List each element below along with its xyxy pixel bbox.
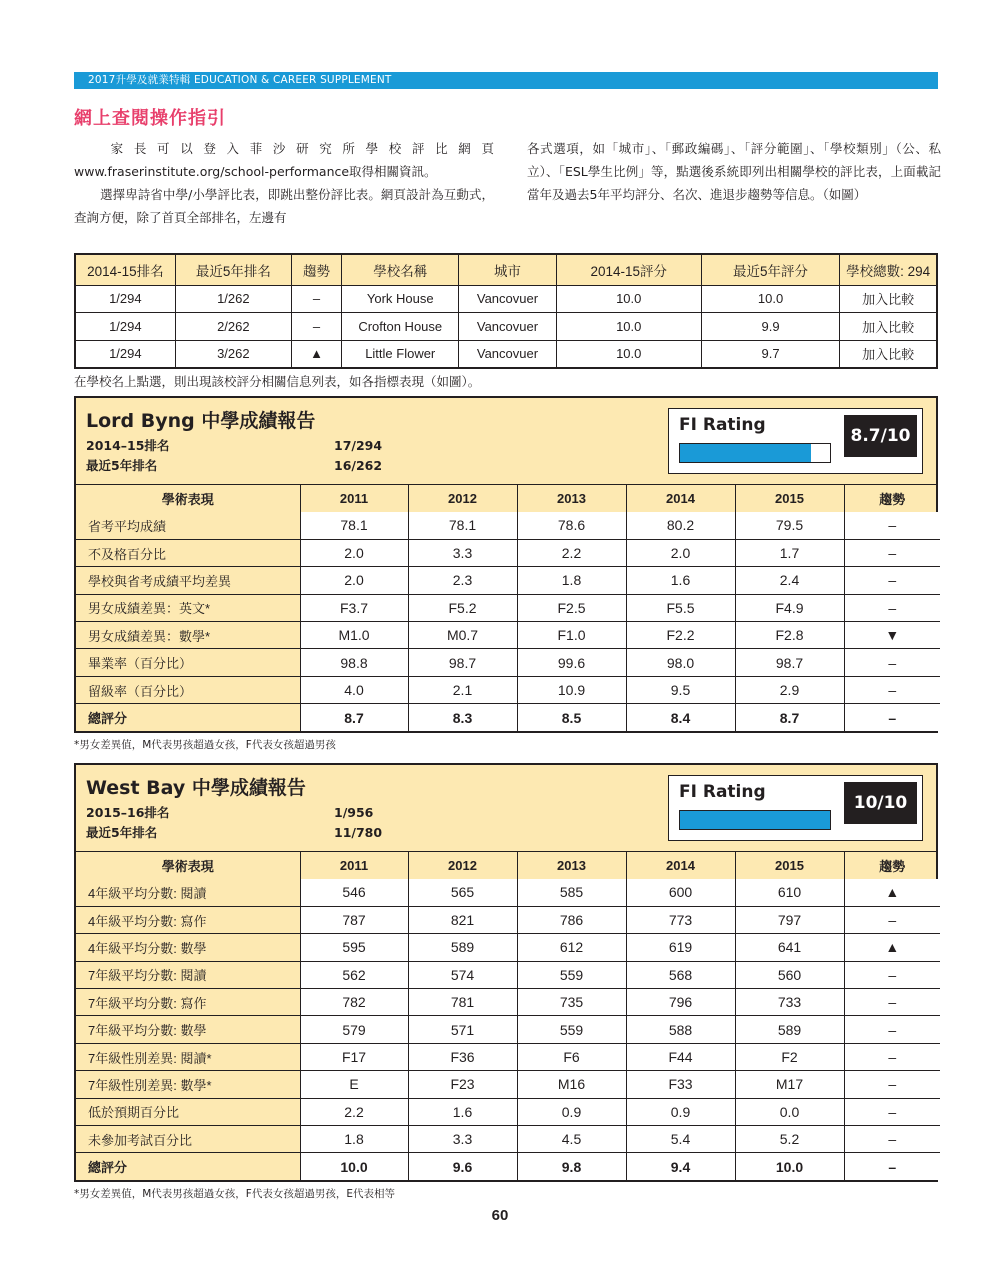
report-header-cell: 2015 (735, 485, 844, 512)
school-name-link[interactable]: Crofton House (342, 313, 459, 341)
metric-label: 7年級性別差異: 數學* (76, 1071, 300, 1098)
table-row (76, 676, 940, 703)
trend-cell: – (844, 1126, 940, 1153)
ranking-header-cell: 趨勢 (291, 254, 341, 285)
table-row (76, 1126, 940, 1153)
report-footnote: *男女差異值，M代表男孩超過女孩，F代表女孩超過男孩，E代表相等 (74, 1188, 395, 1200)
table-cell: Vancovuer (459, 340, 556, 368)
metric-label: 7年級性別差異: 閱讀* (76, 1043, 300, 1070)
table-cell: F2.2 (626, 622, 735, 649)
table-cell: F4.9 (735, 594, 844, 621)
table-cell: 1.8 (517, 567, 626, 594)
table-cell: 589 (408, 934, 517, 961)
table-cell: 5.2 (735, 1126, 844, 1153)
table-cell: 10.0 (556, 285, 701, 313)
metric-label: 低於預期百分比 (76, 1098, 300, 1125)
metric-label: 畢業率（百分比） (76, 649, 300, 676)
metric-label: 4年級平均分數: 閱讀 (76, 879, 300, 906)
table-cell: 612 (517, 934, 626, 961)
rank-label: 2014–15排名 (86, 438, 170, 453)
trend-up-icon: ▲ (844, 879, 940, 906)
metric-label: 7年級平均分數: 寫作 (76, 989, 300, 1016)
table-cell: 9.7 (701, 340, 839, 368)
fi-rating-box (668, 775, 923, 841)
table-cell: 565 (408, 879, 517, 906)
add-to-compare-button[interactable]: 加入比較 (840, 313, 937, 341)
ranking-header-cell: 學校名稱 (342, 254, 459, 285)
trend-cell: – (844, 539, 940, 566)
trend-cell: – (844, 1098, 940, 1125)
table-cell: M0.7 (408, 622, 517, 649)
ranking-header-cell: 學校總數: 294 (840, 254, 937, 285)
report-header-cell: 2011 (300, 852, 408, 879)
table-cell: F17 (300, 1043, 408, 1070)
table-cell: 1.7 (735, 539, 844, 566)
table-cell: 2.2 (517, 539, 626, 566)
trend-cell: – (844, 649, 940, 676)
table-cell: 1.8 (300, 1126, 408, 1153)
table-row (76, 1071, 940, 1098)
trend-cell: – (844, 1016, 940, 1043)
trend-cell: – (844, 1071, 940, 1098)
trend-cell: – (844, 567, 940, 594)
metric-label: 4年級平均分數: 數學 (76, 934, 300, 961)
table-cell: M17 (735, 1071, 844, 1098)
table-row (75, 340, 937, 368)
trend-up-icon: ▲ (844, 934, 940, 961)
table-cell: 0.9 (517, 1098, 626, 1125)
table-cell: 1/294 (75, 285, 175, 313)
report-header-cell: 2012 (408, 485, 517, 512)
report-header-cell: 趨勢 (844, 485, 940, 512)
fi-rating-label: FI Rating (679, 415, 766, 435)
ranking-header-cell: 城市 (459, 254, 556, 285)
table-cell: 78.6 (517, 512, 626, 539)
metric-label: 省考平均成績 (76, 512, 300, 539)
table-cell: 579 (300, 1016, 408, 1043)
fi-rating-box (668, 408, 923, 474)
trend-cell: – (844, 512, 940, 539)
report-card-lord-byng (74, 396, 938, 733)
table-cell: 10.0 (735, 1153, 844, 1180)
report-header-row (76, 485, 940, 512)
table-cell: F44 (626, 1043, 735, 1070)
table-cell: 641 (735, 934, 844, 961)
table-cell: 781 (408, 989, 517, 1016)
metric-label: 總評分 (76, 704, 300, 731)
fi-rating-score: 10/10 (844, 782, 917, 824)
table-cell: 10.0 (556, 340, 701, 368)
metric-label: 7年級平均分數: 數學 (76, 1016, 300, 1043)
table-cell: 78.1 (300, 512, 408, 539)
table-cell: Vancovuer (459, 313, 556, 341)
add-to-compare-button[interactable]: 加入比較 (840, 285, 937, 313)
table-cell: 559 (517, 961, 626, 988)
table-cell: 787 (300, 906, 408, 933)
table-cell: E (300, 1071, 408, 1098)
table-cell: 78.1 (408, 512, 517, 539)
metric-label: 留級率（百分比） (76, 676, 300, 703)
fi-rating-fill (680, 444, 811, 462)
table-cell: 589 (735, 1016, 844, 1043)
trend-cell: – (844, 594, 940, 621)
table-row (76, 512, 940, 539)
metric-label: 總評分 (76, 1153, 300, 1180)
table-cell: 588 (626, 1016, 735, 1043)
table-cell: F5.2 (408, 594, 517, 621)
table-cell: F1.0 (517, 622, 626, 649)
table-cell: M1.0 (300, 622, 408, 649)
table-row (76, 879, 940, 906)
table-cell: 2.4 (735, 567, 844, 594)
school-name-link[interactable]: Little Flower (342, 340, 459, 368)
metric-label: 男女成績差異：英文* (76, 594, 300, 621)
table-cell: 568 (626, 961, 735, 988)
table-cell: F2.8 (735, 622, 844, 649)
school-name-link[interactable]: York House (342, 285, 459, 313)
table-row (76, 594, 940, 621)
table-cell: 1/294 (75, 340, 175, 368)
rank-row-current (86, 803, 373, 821)
table-cell: Vancovuer (459, 285, 556, 313)
table-cell: 559 (517, 1016, 626, 1043)
table-cell: 2.0 (300, 567, 408, 594)
intro-paragraph-2 (74, 183, 494, 229)
rank-row-5yr (86, 456, 382, 474)
add-to-compare-button[interactable]: 加入比較 (840, 340, 937, 368)
table-cell: F2.5 (517, 594, 626, 621)
table-cell: M16 (517, 1071, 626, 1098)
table-cell: 546 (300, 879, 408, 906)
intro-text-1: 家長可以登入菲沙研究所學校評比網頁www.fraserinstitute.org/school-performance取得相關資訊。 (74, 141, 494, 179)
rank-value: 11/780 (334, 825, 383, 840)
trend-cell: – (844, 906, 940, 933)
section-title: 網上查閱操作指引 (74, 108, 226, 129)
report-header-cell: 2011 (300, 485, 408, 512)
table-cell: 595 (300, 934, 408, 961)
table-cell: 8.7 (300, 704, 408, 731)
table-cell: 2.0 (626, 539, 735, 566)
report-footnote: *男女差異值，M代表男孩超過女孩，F代表女孩超過男孩 (74, 739, 336, 751)
table-cell: 9.9 (701, 313, 839, 341)
report-card-west-bay (74, 763, 938, 1182)
table-cell: 821 (408, 906, 517, 933)
report-header-row (76, 852, 940, 879)
fi-rating-label: FI Rating (679, 782, 766, 802)
table-cell: F2 (735, 1043, 844, 1070)
table-cell: 8.5 (517, 704, 626, 731)
table-row (76, 934, 940, 961)
table-row (76, 539, 940, 566)
table-cell: F33 (626, 1071, 735, 1098)
rank-row-5yr (86, 823, 382, 841)
fi-rating-bar (679, 810, 831, 830)
fi-rating-fill (680, 811, 830, 829)
table-row (76, 1153, 940, 1180)
trend-cell: – (844, 704, 940, 731)
table-cell: 2.3 (408, 567, 517, 594)
report-header-cell: 2013 (517, 852, 626, 879)
table-cell: 8.7 (735, 704, 844, 731)
rank-label: 最近5年排名 (86, 458, 158, 473)
report-header-cell: 2013 (517, 485, 626, 512)
report-header-cell: 2015 (735, 852, 844, 879)
table-row (75, 285, 937, 313)
table-cell: 2.0 (300, 539, 408, 566)
table-cell: F6 (517, 1043, 626, 1070)
rank-value: 1/956 (334, 805, 374, 820)
report-title: Lord Byng 中學成績報告 (86, 410, 316, 432)
table-cell: 797 (735, 906, 844, 933)
table-row (76, 1016, 940, 1043)
table-cell: 98.8 (300, 649, 408, 676)
report-title: West Bay 中學成績報告 (86, 777, 306, 799)
ranking-header-cell: 2014-15評分 (556, 254, 701, 285)
ranking-header-cell: 最近5年評分 (701, 254, 839, 285)
intro-right-column (527, 137, 941, 206)
table-cell: 796 (626, 989, 735, 1016)
table-cell: 735 (517, 989, 626, 1016)
table-cell: 10.9 (517, 676, 626, 703)
trend-cell: – (844, 1043, 940, 1070)
intro-left-column (74, 137, 494, 229)
table-row (76, 567, 940, 594)
table-cell: 10.0 (300, 1153, 408, 1180)
table-cell: 3.3 (408, 539, 517, 566)
table-cell: 98.7 (735, 649, 844, 676)
report-header (76, 765, 936, 852)
rank-label: 2015–16排名 (86, 805, 170, 820)
table-cell: 2.1 (408, 676, 517, 703)
report-header (76, 398, 936, 485)
trend-cell: – (844, 1153, 940, 1180)
table-row (76, 1098, 940, 1125)
table-cell: 9.4 (626, 1153, 735, 1180)
intro-paragraph-3: 各式選項，如「城市」、「郵政編碼」、「評分範圍」、「學校類別」（公、私立）、「ESL學生比例」等，點選後系統即列出相關學校的評比表，上面載記當年及過去5年平均評分、名次、進退步趨勢等信息。（如圖） (527, 141, 941, 202)
table-cell: 1/262 (175, 285, 291, 313)
table-cell: 99.6 (517, 649, 626, 676)
metric-label: 未參加考試百分比 (76, 1126, 300, 1153)
ranking-header-row (75, 254, 937, 285)
table-row (76, 989, 940, 1016)
intro-paragraph-1 (74, 137, 494, 183)
table-cell: 9.8 (517, 1153, 626, 1180)
table-cell: 1.6 (626, 567, 735, 594)
trend-cell: – (291, 313, 341, 341)
table-cell: 786 (517, 906, 626, 933)
table-cell: 773 (626, 906, 735, 933)
report-header-cell: 2014 (626, 852, 735, 879)
table-cell: F36 (408, 1043, 517, 1070)
table-row (76, 704, 940, 731)
table-cell: 8.4 (626, 704, 735, 731)
table-cell: 1/294 (75, 313, 175, 341)
table-cell: 80.2 (626, 512, 735, 539)
table-cell: F5.5 (626, 594, 735, 621)
ranking-header-cell: 2014-15排名 (75, 254, 175, 285)
metric-label: 7年級平均分數: 閱讀 (76, 961, 300, 988)
table-cell: 98.7 (408, 649, 517, 676)
trend-cell: – (844, 961, 940, 988)
metric-label: 學校與省考成績平均差異 (76, 567, 300, 594)
metric-label: 男女成績差異：數學* (76, 622, 300, 649)
table-cell: 733 (735, 989, 844, 1016)
table-cell: 0.9 (626, 1098, 735, 1125)
trend-cell: – (291, 285, 341, 313)
page-number: 60 (491, 1207, 509, 1224)
report-header-cell: 2012 (408, 852, 517, 879)
table-cell: 574 (408, 961, 517, 988)
trend-cell: – (844, 676, 940, 703)
table-cell: 782 (300, 989, 408, 1016)
rank-value: 17/294 (334, 438, 383, 453)
table-cell: 10.0 (556, 313, 701, 341)
table-cell: 98.0 (626, 649, 735, 676)
ranking-header-cell: 最近5年排名 (175, 254, 291, 285)
table-cell: 2.2 (300, 1098, 408, 1125)
rank-row-current (86, 436, 382, 454)
table-cell: F23 (408, 1071, 517, 1098)
table-cell: 9.5 (626, 676, 735, 703)
table-cell: 571 (408, 1016, 517, 1043)
table-cell: 4.0 (300, 676, 408, 703)
trend-down-icon: ▼ (844, 622, 940, 649)
table-cell: 10.0 (701, 285, 839, 313)
rank-value: 16/262 (334, 458, 383, 473)
report-header-cell: 2014 (626, 485, 735, 512)
mid-caption: 在學校名上點選，則出現該校評分相關信息列表，如各指標表現（如圖）。 (74, 374, 481, 389)
trend-up-icon: ▲ (291, 340, 341, 368)
table-cell: 5.4 (626, 1126, 735, 1153)
report-header-cell: 趨勢 (844, 852, 940, 879)
table-cell: 79.5 (735, 512, 844, 539)
metric-label: 不及格百分比 (76, 539, 300, 566)
intro-text-2: 選擇卑詩省中學/小學評比表，即跳出整份評比表。網頁設計為互動式，查詢方便，除了首頁全部排名，左邊有 (74, 187, 494, 225)
supplement-header-bar: 2017升學及就業特輯 EDUCATION & CAREER SUPPLEMENT (74, 72, 938, 89)
metric-label: 4年級平均分數: 寫作 (76, 906, 300, 933)
table-cell: 4.5 (517, 1126, 626, 1153)
report-table (76, 485, 940, 731)
table-cell: 619 (626, 934, 735, 961)
table-cell: 562 (300, 961, 408, 988)
table-row (76, 961, 940, 988)
table-cell: 1.6 (408, 1098, 517, 1125)
table-row (75, 313, 937, 341)
table-row (76, 1043, 940, 1070)
table-cell: 610 (735, 879, 844, 906)
table-row (76, 906, 940, 933)
table-cell: 9.6 (408, 1153, 517, 1180)
table-cell: 2/262 (175, 313, 291, 341)
table-row (76, 649, 940, 676)
fi-rating-score: 8.7/10 (844, 415, 917, 457)
report-header-cell: 學術表現 (76, 852, 300, 879)
table-cell: 2.9 (735, 676, 844, 703)
rank-label: 最近5年排名 (86, 825, 158, 840)
report-table (76, 852, 940, 1180)
school-ranking-table (74, 253, 938, 369)
table-cell: 0.0 (735, 1098, 844, 1125)
table-row (76, 622, 940, 649)
table-cell: 8.3 (408, 704, 517, 731)
table-cell: 560 (735, 961, 844, 988)
trend-cell: – (844, 989, 940, 1016)
report-header-cell: 學術表現 (76, 485, 300, 512)
table-cell: F3.7 (300, 594, 408, 621)
table-cell: 3.3 (408, 1126, 517, 1153)
fi-rating-bar (679, 443, 831, 463)
table-cell: 3/262 (175, 340, 291, 368)
table-cell: 600 (626, 879, 735, 906)
table-cell: 585 (517, 879, 626, 906)
